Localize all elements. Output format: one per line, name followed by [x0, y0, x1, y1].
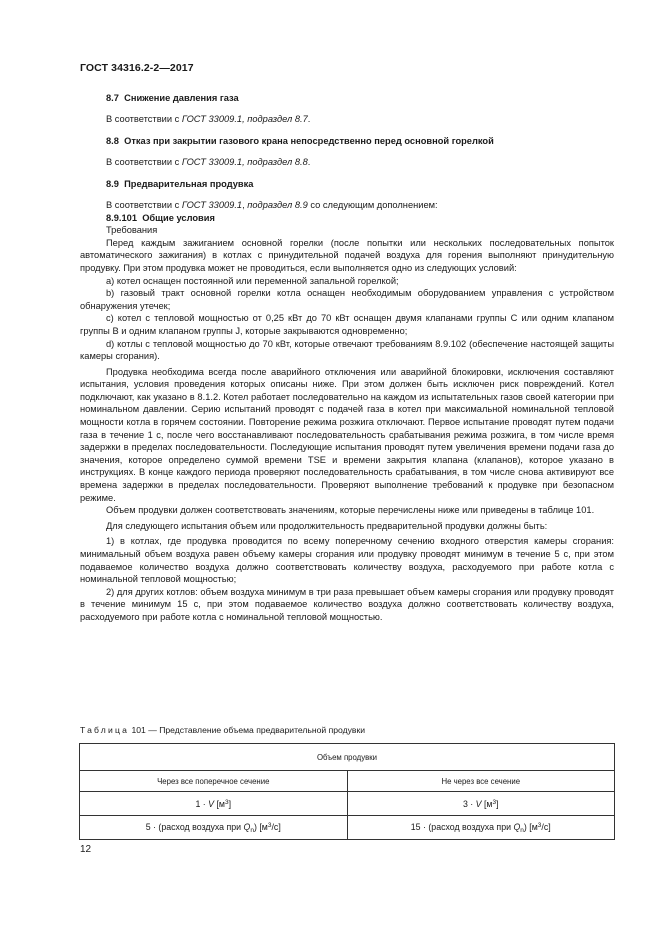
table-cell: 3 · V $[м^3]$	[347, 792, 615, 816]
paragraph-purge-testing: Продувка необходима всегда после аварийного отключения или аварийной блокировки, исключения составляют испытания, условия проведения которых описаны ниже. При этом должен быть исключен риск повреждений. Котел подключают, как указано в 8.1.2. Котел работает последовательно на каждом из испытательных газов своей категории при номинальном давлении. Серию испытаний проводят с подачей газа в котел при максимальной номинальной тепловой мощности котла в горячем состоянии. Повторение режима розжига отключают. Первое испытание проводят путем подачи газа в течение 1 с, после чего восстанавливают последовательность срабатывания режима розжига, в том числе время задержки в пределах последовательности. Последующие испытания проводят путем увеличения времени подачи газа до значения, которое определено суммой времени TSE и времени закрытия клапана (клапанов), которое указано в инструкциях. В конце каждого периода проверяют последовательность срабатывания, в том числе снова активируют все времена задержки в пределах последовательности. Проверяют выполнение требований к продувке при безопасном режиме.	[80, 366, 614, 503]
table-row	[80, 816, 615, 840]
section-8-8-text	[80, 156, 614, 169]
table-caption-label: Таблица	[80, 725, 130, 735]
subsection-number: 8.9.101	[106, 212, 138, 223]
table-caption	[80, 725, 365, 735]
table-cell: 15 · (расход воздуха при $Q_n$) $[м^3/с]$	[347, 816, 615, 840]
requirements-label: Требования	[106, 225, 158, 236]
table-caption-text: 101 — Представление объема предварительной продувки	[129, 725, 366, 735]
list-item-d: d) котлы с тепловой мощностью до 70 кВт, которые отвечают требованиям 8.9.102 (обеспечение настоящей защиты камеры сгорания).	[80, 338, 614, 362]
section-8-7-text	[80, 113, 614, 126]
text: В соответствии с	[106, 113, 182, 124]
column-header-partial-section: Не через все сечение	[347, 771, 615, 792]
standard-reference: ГОСТ 33009.1, подраздел 8.8	[181, 156, 308, 167]
list-item-b: b) газовый тракт основной горелки котла оснащен необходимым оборудованием управления с устройством обнаружения утечек;	[80, 288, 614, 311]
section-8-7-heading	[80, 92, 614, 105]
standard-reference: ГОСТ 33009.1	[181, 199, 243, 210]
numbered-item-1: 1) в котлах, где продувка проводится по всему поперечному сечению входного отверстия камеры сгорания: минимальный объем воздуха равен объему камеры сгорания или продувку проводят минимум в течение 5 с, при этом подаваемое количество воздуха должно соответствовать количеству воздуха, расходуемого при работе котла с номинальной тепловой мощностью;	[80, 536, 614, 585]
subsection-8-9-101-heading	[80, 212, 614, 225]
table-cell: 5 · (расход воздуха при $Q_n$) $[м^3/с]$	[80, 816, 348, 840]
section-number: 8.7	[106, 93, 119, 103]
text: .	[307, 156, 311, 167]
section-number: 8.9	[106, 179, 119, 190]
text: В соответствии с	[106, 156, 182, 167]
purge-volume-table	[79, 743, 615, 840]
text: .	[307, 113, 311, 124]
section-title: Отказ при закрытии газового крана непосредственно перед основной горелкой	[124, 136, 494, 147]
section-8-9-text	[80, 199, 614, 212]
paragraph-purge-volume: Объем продувки должен соответствовать значениям, которые перечислены ниже или приведены в таблице 101.	[106, 505, 595, 516]
column-header-full-section: Через все поперечное сечение	[80, 771, 348, 792]
table-cell: 1 · V $[м^3]$	[80, 792, 348, 816]
table-header-row	[80, 744, 615, 771]
standard-reference: подраздел 8.9	[247, 199, 308, 210]
text: со следующим дополнением:	[307, 199, 438, 210]
table-row	[80, 792, 615, 816]
table-column-header-row	[80, 771, 615, 792]
section-8-9-heading	[80, 178, 614, 191]
text: ,	[242, 199, 248, 210]
section-title: Предварительная продувка	[124, 179, 254, 190]
paragraph-next-test: Для следующего испытания объем или продолжительность предварительной продувки должны быть:	[106, 520, 548, 531]
paragraph-intro: Перед каждым зажиганием основной горелки (после попытки или нескольких последовательных попыток автоматического зажигания) в котлах с принудительной подачей воздуха для горения выполняют принудительную продувку. При этом продувка может не проводиться, если выполняется одно из следующих условий:	[80, 237, 614, 273]
subsection-title: Общие условия	[142, 212, 215, 223]
numbered-item-2: 2) для других котлов: объем воздуха минимум в три раза превышает объем камеры сгорания или продувку проводят в течение минимум 15 с, при этом подаваемое количество воздуха должно соответствовать количеству воздуха, расходуемого при работе котла с номинальной тепловой мощностью.	[80, 586, 614, 622]
document-body	[80, 92, 614, 624]
list-item-a: a) котел оснащен постоянной или переменной запальной горелкой;	[106, 275, 399, 286]
list-item-c: c) котел с тепловой мощностью от 0,25 кВт до 70 кВт оснащен двумя клапанами группы С или одним клапаном группы В и одним клапаном группы J, которые закрываются одновременно;	[80, 313, 614, 336]
section-number: 8.8	[106, 136, 119, 147]
section-8-8-heading	[80, 135, 614, 148]
document-header: ГОСТ 34316.2-2—2017	[80, 62, 194, 74]
section-title: Снижение давления газа	[124, 93, 239, 103]
table-group-header: Объем продувки	[80, 744, 615, 771]
page-number: 12	[80, 844, 92, 855]
text: В соответствии с	[106, 199, 182, 210]
standard-reference: ГОСТ 33009.1, подраздел 8.7	[181, 113, 308, 124]
